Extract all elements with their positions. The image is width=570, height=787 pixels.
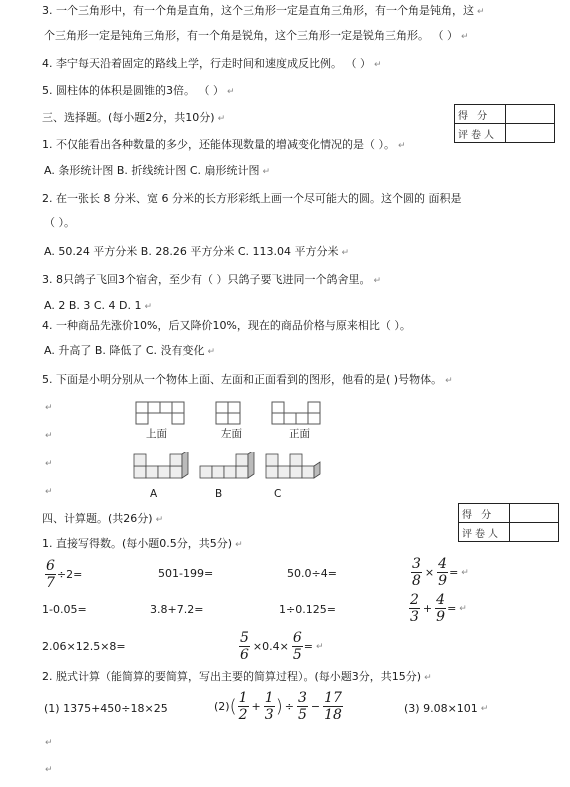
fraction: $\frac{6}{7}$ [46,558,55,591]
choice-q3-options: A. 2 B. 3 C. 4 D. 1 ↵ [44,299,153,312]
view-label-top: 上面 [146,428,167,440]
grader-cell[interactable] [506,124,555,143]
choice-q4: 4. 一种商品先涨价10%，后又降价10%，现在的商品价格与原来相比（ ）。 [42,319,411,332]
section4-title: 四、计算题。(共26分) ↵ [42,512,164,525]
calc-item-r3a: 2.06×12.5×8= [42,640,126,653]
calc-item-r1d: $\frac{3}{8}$ × $\frac{4}{9}$ = ↵ [412,556,469,589]
choice-q2-line2: （ ）。 [44,216,75,229]
fraction: $\frac{6}{5}$ [292,630,302,663]
score-box-4 [458,503,559,542]
object-label-c: C [274,488,282,500]
choice-q1-options: A. 条形统计图 B. 折线统计图 C. 扇形统计图 ↵ [44,164,271,177]
score-box-3 [454,104,555,143]
object-label-a: A [150,488,158,500]
fraction: $\frac{1}{2}$ [238,690,248,723]
object-label-b: B [215,488,223,500]
grader-cell[interactable] [510,523,559,542]
calc-item-r2b: 3.8+7.2= [150,603,204,616]
grader-label: 评卷人 [459,523,510,542]
fraction: $\frac{4}{9}$ [438,556,448,589]
view-label-left: 左面 [221,428,242,440]
judge-q3-line2: 个三角形一定是钝角三角形，有一个角是锐角，这个三角形一定是锐角三角形。 （ ） ↵ [44,29,469,42]
score-label: 得 分 [459,504,510,523]
score-label: 得 分 [455,105,506,124]
calc-sub2-title: 2. 脱式计算（能简算的要简算，写出主要的简算过程）。(每小题3分，共15分) ↵ [42,670,432,683]
choice-q1: 1. 不仅能看出各种数量的多少，还能体现数量的增减变化情况的是（ ）。 ↵ [42,138,406,151]
judge-q4: 4. 李宁每天沿着固定的路线上学，行走时间和速度成反比例。 （ ） ↵ [42,57,382,70]
fraction: $\frac{1}{3}$ [264,690,274,723]
score-cell[interactable] [506,105,555,124]
choice-q4-options: A. 升高了 B. 降低了 C. 没有变化 ↵ [44,344,216,357]
object-a [134,452,188,478]
section3-title: 三、选择题。(每小题2分，共10分) ↵ [42,111,226,124]
view-label-front: 正面 [289,428,310,440]
fraction: $\frac{3}{8}$ [412,556,421,589]
fraction: $\frac{3}{5}$ [297,690,307,723]
calc-item-r1b: 501-199= [158,567,214,580]
return-mark: ↵ [45,431,53,441]
calc-item-r1a: $\frac{6}{7}$ ÷2= [46,558,83,591]
score-cell[interactable] [510,504,559,523]
object-b [200,452,254,478]
judge-q5: 5. 圆柱体的体积是圆锥的3倍。 （ ） ↵ [42,84,235,97]
calc-sub1-title: 1. 直接写得数。(每小题0.5分，共5分) ↵ [42,537,243,550]
fraction: $\frac{4}{9}$ [436,592,446,625]
calc-problem-3: (3) 9.08×101 ↵ [404,702,489,715]
judge-q3-line1: 3. 一个三角形中，有一个角是直角，这个三角形一定是直角三角形，有一个角是钝角，这 ↵ [42,4,485,17]
return-mark: ↵ [45,459,53,469]
left-view [216,402,240,424]
calc-problem-1: (1) 1375+450÷18×25 [44,702,168,715]
fraction: $\frac{5}{6}$ [240,630,249,663]
calc-problem-2: (2) ( $\frac{1}{2}$ + $\frac{1}{3}$ ) ÷ $\frac{3}{5}$ − $\frac{17}{18}$ [214,690,342,723]
fraction: $\frac{2}{3}$ [410,592,419,625]
object-c [266,454,320,478]
choice-q2-line1: 2. 在一张长 8 分米、宽 6 分米的长方形彩纸上画一个尽可能大的圆。这个圆的 面积是 [42,192,462,205]
choice-q5: 5. 下面是小明分别从一个物体上面、左面和正面看到的图形，他看的是( )号物体。 ↵ [42,373,453,386]
fraction: $\frac{17}{18}$ [324,690,342,723]
return-mark: ↵ [45,765,53,775]
return-mark: ↵ [45,403,53,413]
choice-q3: 3. 8只鸽子飞回3个宿舍，至少有（ ）只鸽子要飞进同一个鸽舍里。 ↵ [42,273,382,286]
calc-item-r3b: $\frac{5}{6}$ ×0.4× $\frac{6}{5}$ = ↵ [240,630,324,663]
return-mark: ↵ [45,738,53,748]
calc-item-r2a: 1-0.05= [42,603,87,616]
calc-item-r2c: 1÷0.125= [279,603,336,616]
choice-q2-options: A. 50.24 平方分米 B. 28.26 平方分米 C. 113.04 平方分米 ↵ [44,245,350,258]
front-view [272,402,320,424]
isometric-objects [130,452,330,486]
calc-item-r1c: 50.0÷4= [287,567,337,580]
grader-label: 评卷人 [455,124,506,143]
return-mark: ↵ [45,487,53,497]
top-view [136,402,184,424]
calc-item-r2d: $\frac{2}{3}$ + $\frac{4}{9}$ = ↵ [410,592,467,625]
